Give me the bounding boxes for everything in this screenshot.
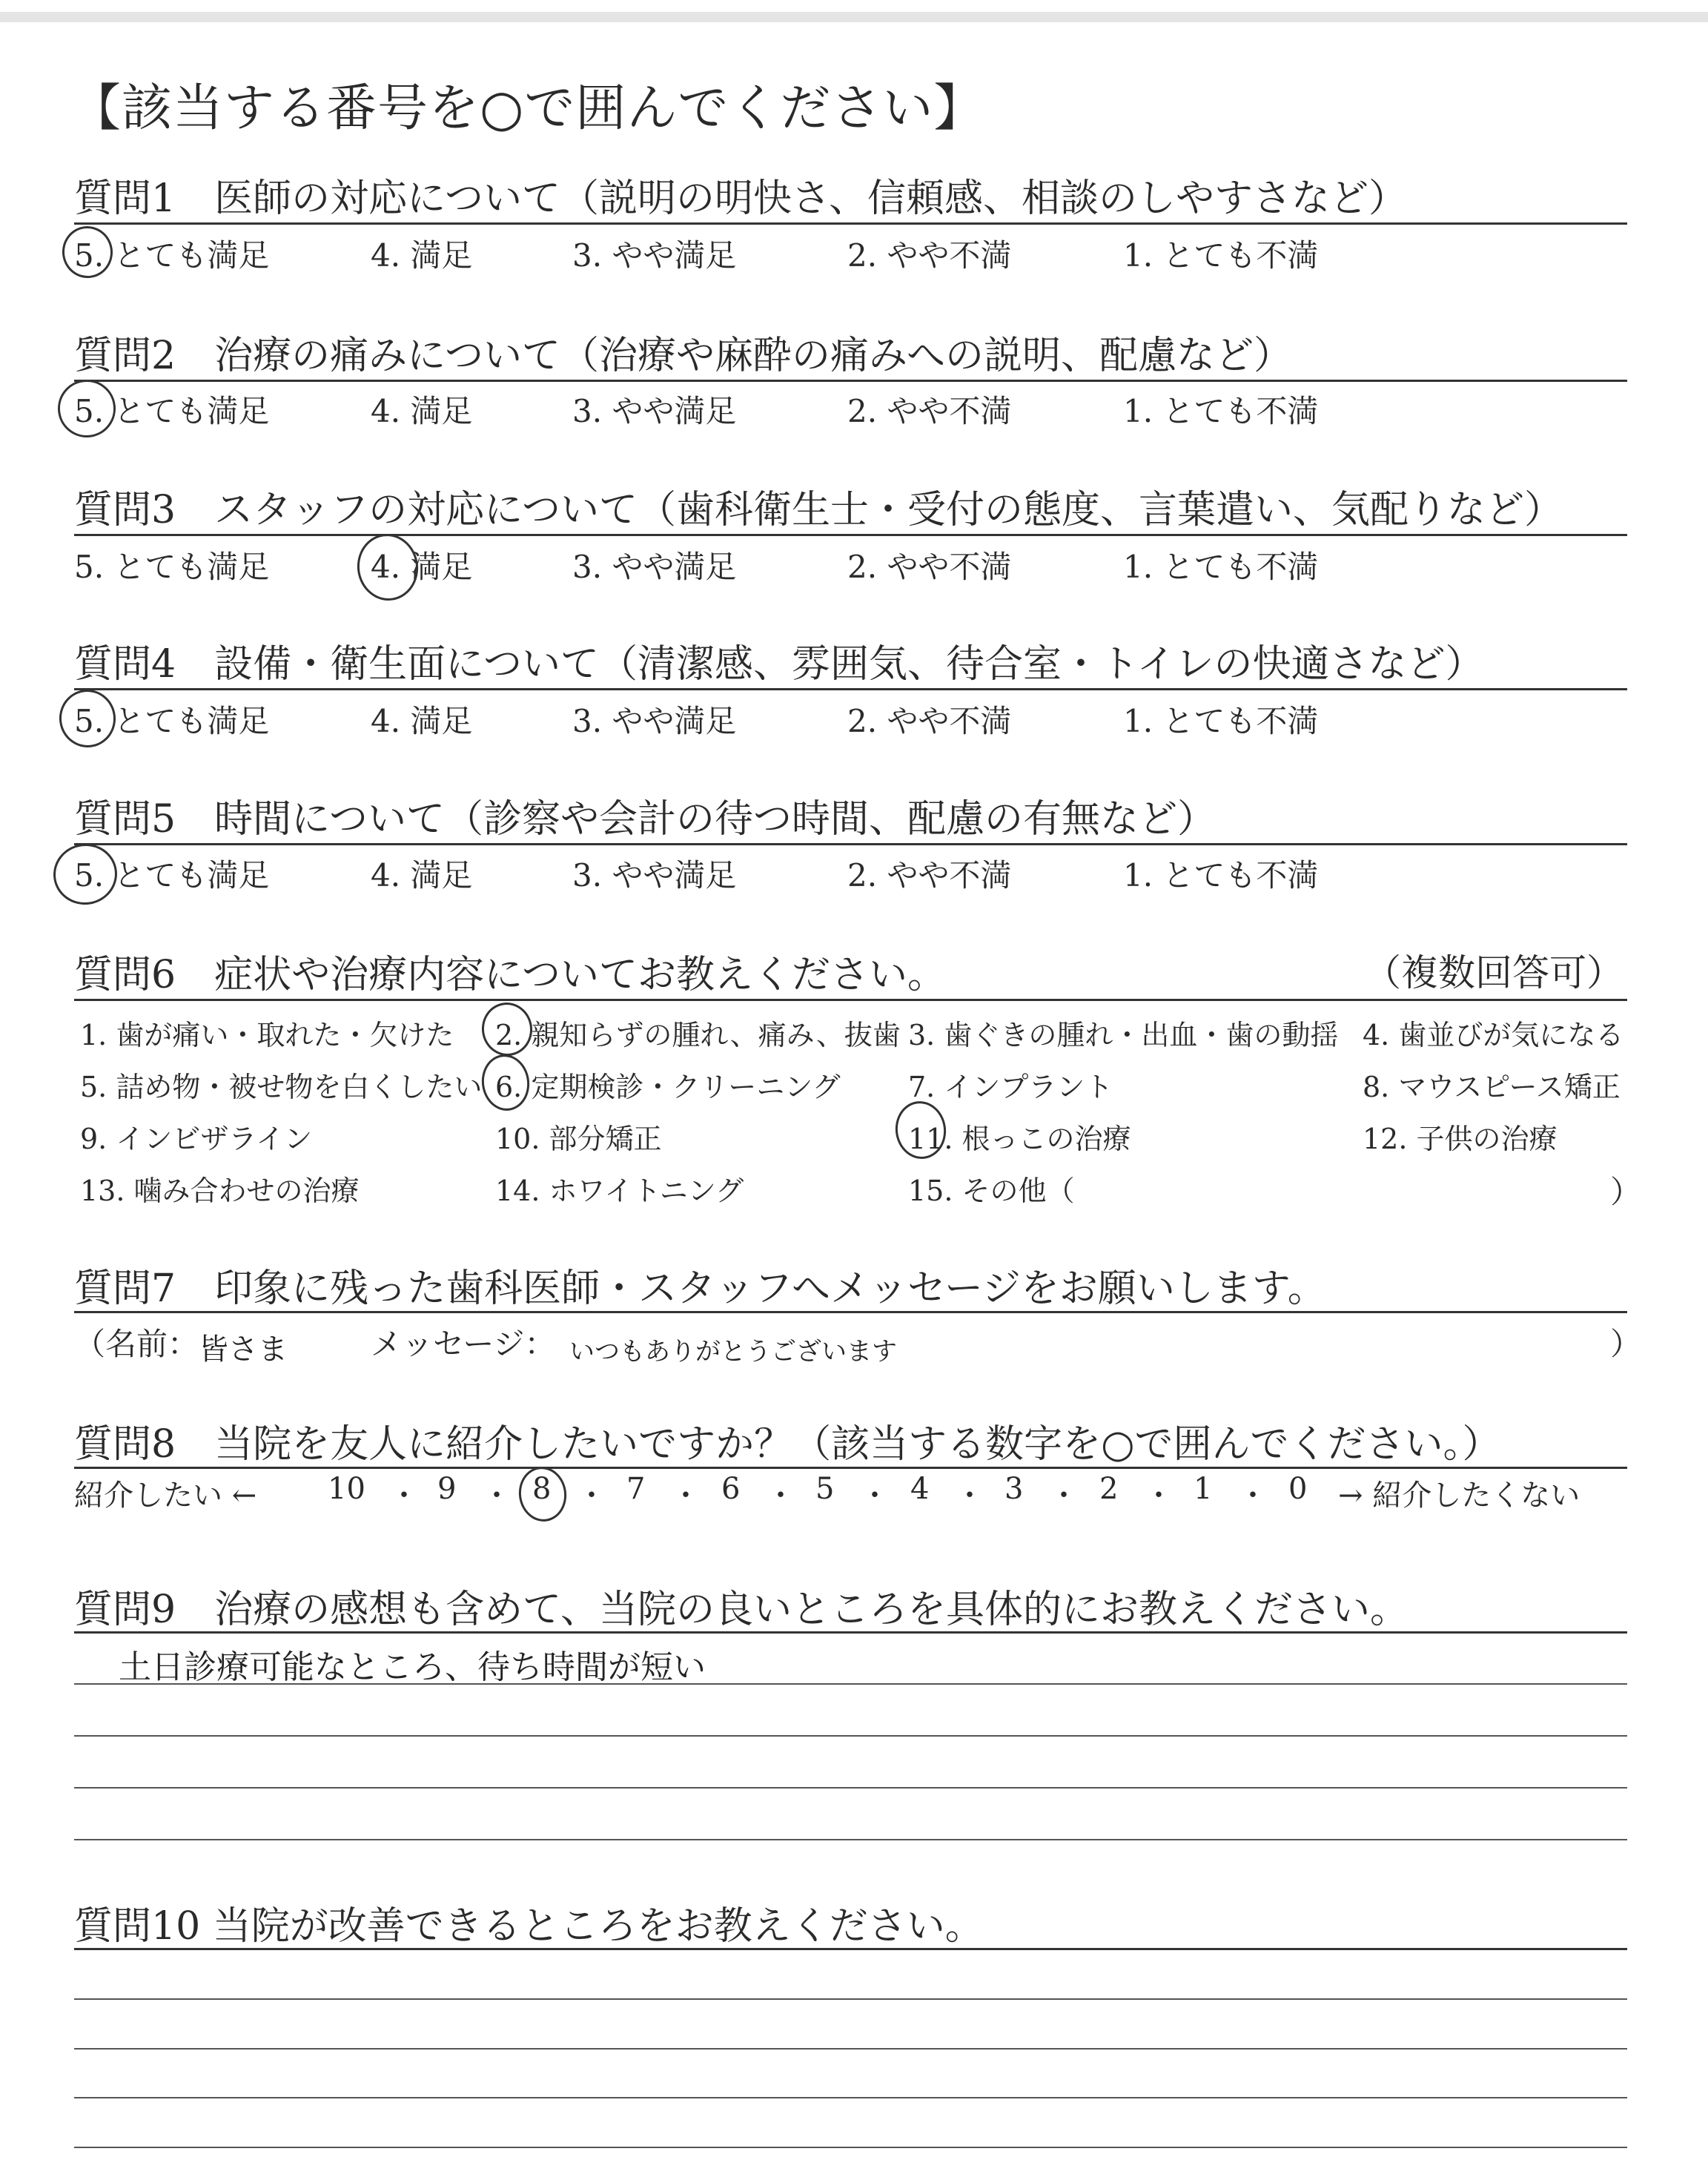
q6-item-4[interactable]: 4. 歯並びが気になる (1363, 1019, 1624, 1051)
q8-divider (74, 1467, 1627, 1469)
q8-scale-0[interactable]: 0 (1288, 1472, 1308, 1506)
q5-option-2[interactable]: 2. やや不満 (847, 857, 1012, 894)
q5-option-1[interactable]: 1. とても不満 (1123, 857, 1319, 894)
q9-answer-line (74, 1839, 1627, 1840)
q6-item-11[interactable]: 11. 根っこの治療 (908, 1123, 1131, 1155)
q9-answer-line (74, 1787, 1627, 1789)
q6-other-close-paren: ） (1610, 1174, 1642, 1210)
q8-separator: ・ (860, 1479, 890, 1513)
q8-scale-8[interactable]: 8 (532, 1472, 552, 1506)
q7-close-paren: ） (1610, 1326, 1642, 1362)
form-heading: 【該当する番号を○で囲んでください】 (70, 79, 985, 138)
q7-divider (74, 1311, 1627, 1313)
q9-divider (74, 1631, 1627, 1634)
q8-separator: ・ (1144, 1479, 1174, 1513)
q4-divider (74, 688, 1627, 690)
q1-option-1[interactable]: 1. とても不満 (1123, 237, 1319, 274)
q7-message-label: メッセージ： (371, 1326, 556, 1362)
q4-option-3[interactable]: 3. やや満足 (572, 703, 737, 739)
q10-title: 質問10 当院が改善できるところをお教えください。 (74, 1904, 984, 1949)
q2-title: 質問2 治療の痛みについて（治療や麻酔の痛みへの説明、配慮など） (74, 334, 1293, 378)
q3-divider (74, 534, 1627, 536)
q6-item-2[interactable]: 2. 親知らずの腫れ、痛み、抜歯 (495, 1019, 901, 1051)
q1-option-3[interactable]: 3. やや満足 (572, 237, 737, 274)
q6-item-8[interactable]: 8. マウスピース矯正 (1363, 1071, 1621, 1103)
q8-separator: ・ (671, 1479, 701, 1513)
q4-option-5[interactable]: 5. とても満足 (74, 703, 270, 739)
q4-title: 質問4 設備・衛生面について（清潔感、雰囲気、待合室・トイレの快適さなど） (74, 642, 1484, 687)
q8-title: 質問8 当院を友人に紹介したいですか？（該当する数字を○で囲んでください。） (74, 1422, 1501, 1467)
q8-right-label: → 紹介したくない (1338, 1479, 1580, 1513)
q6-item-5[interactable]: 5. 詰め物・被せ物を白くしたい (80, 1071, 483, 1103)
q10-answer-line (74, 2147, 1627, 2148)
q10-answer-line (74, 1998, 1627, 2000)
q5-option-3[interactable]: 3. やや満足 (572, 857, 737, 894)
q4-option-1[interactable]: 1. とても不満 (1123, 703, 1319, 739)
q8-scale-4[interactable]: 4 (910, 1472, 930, 1506)
q8-separator: ・ (577, 1479, 606, 1513)
q2-option-2[interactable]: 2. やや不満 (847, 393, 1012, 429)
q7-name-label: （名前： (74, 1326, 199, 1362)
q8-scale-9[interactable]: 9 (437, 1472, 457, 1506)
q8-scale-10[interactable]: 10 (328, 1472, 365, 1506)
q8-separator: ・ (1238, 1479, 1268, 1513)
q6-divider (74, 999, 1627, 1001)
q5-title: 質問5 時間について（診察や会計の待つ時間、配慮の有無など） (74, 797, 1217, 842)
q7-title: 質問7 印象に残った歯科医師・スタッフへメッセージをお願いします。 (74, 1266, 1326, 1311)
q7-name-answer[interactable]: 皆さま (199, 1332, 288, 1367)
q2-option-3[interactable]: 3. やや満足 (572, 393, 737, 429)
q5-option-5[interactable]: 5. とても満足 (74, 857, 270, 894)
q4-option-2[interactable]: 2. やや不満 (847, 703, 1012, 739)
q5-option-4[interactable]: 4. 満足 (371, 857, 473, 894)
q1-option-5[interactable]: 5. とても満足 (74, 237, 270, 274)
q10-answer-line (74, 2097, 1627, 2098)
q8-scale-7[interactable]: 7 (626, 1472, 646, 1506)
q2-option-4[interactable]: 4. 満足 (371, 393, 473, 429)
q8-separator: ・ (389, 1479, 419, 1513)
q6-item-10[interactable]: 10. 部分矯正 (495, 1123, 662, 1155)
q6-item-15-other[interactable]: 15. その他（ (908, 1175, 1075, 1207)
q3-option-3[interactable]: 3. やや満足 (572, 549, 737, 585)
q8-left-label: 紹介したい ← (74, 1479, 257, 1513)
q3-option-5[interactable]: 5. とても満足 (74, 549, 270, 585)
q8-separator: ・ (955, 1479, 984, 1513)
q7-message-answer[interactable]: いつもありがとうございます (569, 1337, 897, 1367)
q1-divider (74, 222, 1627, 225)
q3-option-1[interactable]: 1. とても不満 (1123, 549, 1319, 585)
q8-separator: ・ (482, 1479, 512, 1513)
q1-option-4[interactable]: 4. 満足 (371, 237, 473, 274)
q6-item-1[interactable]: 1. 歯が痛い・取れた・欠けた (80, 1019, 454, 1051)
q1-title: 質問1 医師の対応について（説明の明快さ、信頼感、相談のしやすさなど） (74, 176, 1407, 221)
q2-option-1[interactable]: 1. とても不満 (1123, 393, 1319, 429)
q3-option-2[interactable]: 2. やや不満 (847, 549, 1012, 585)
q10-divider (74, 1948, 1627, 1950)
q5-divider (74, 843, 1627, 845)
q6-multiple-answers-note: （複数回答可） (1364, 951, 1623, 994)
q8-separator: ・ (766, 1479, 795, 1513)
q1-option-2[interactable]: 2. やや不満 (847, 237, 1012, 274)
q3-title: 質問3 スタッフの対応について（歯科衛生士・受付の態度、言葉遣い、気配りなど） (74, 488, 1563, 532)
q9-answer-line (74, 1735, 1627, 1737)
q8-scale-6[interactable]: 6 (721, 1472, 741, 1506)
q9-title: 質問9 治療の感想も含めて、当院の良いところを具体的にお教えください。 (74, 1588, 1409, 1632)
page-top-edge (0, 12, 1708, 22)
q4-option-4[interactable]: 4. 満足 (371, 703, 473, 739)
q8-separator: ・ (1049, 1479, 1079, 1513)
q6-item-7[interactable]: 7. インプラント (908, 1071, 1113, 1103)
q9-answer[interactable]: 土日診療可能なところ、待ち時間が短い (119, 1648, 706, 1686)
q3-option-4[interactable]: 4. 満足 (371, 549, 473, 585)
q2-option-5[interactable]: 5. とても満足 (74, 393, 270, 429)
q6-item-12[interactable]: 12. 子供の治療 (1363, 1123, 1558, 1155)
q6-item-13[interactable]: 13. 噛み合わせの治療 (80, 1175, 360, 1207)
q8-scale-2[interactable]: 2 (1099, 1472, 1119, 1506)
q6-item-6[interactable]: 6. 定期検診・クリーニング (495, 1071, 841, 1103)
q2-divider (74, 380, 1627, 382)
q6-item-3[interactable]: 3. 歯ぐきの腫れ・出血・歯の動揺 (908, 1019, 1339, 1051)
q6-item-14[interactable]: 14. ホワイトニング (495, 1175, 744, 1207)
q6-title: 質問6 症状や治療内容についてお教えください。 (74, 953, 947, 997)
q6-item-9[interactable]: 9. インビザライン (80, 1123, 313, 1155)
q9-answer-line (74, 1683, 1627, 1685)
q8-scale-1[interactable]: 1 (1194, 1472, 1213, 1506)
q10-answer-line (74, 2048, 1627, 2050)
q8-scale-3[interactable]: 3 (1004, 1472, 1024, 1506)
q8-scale-5[interactable]: 5 (815, 1472, 835, 1506)
